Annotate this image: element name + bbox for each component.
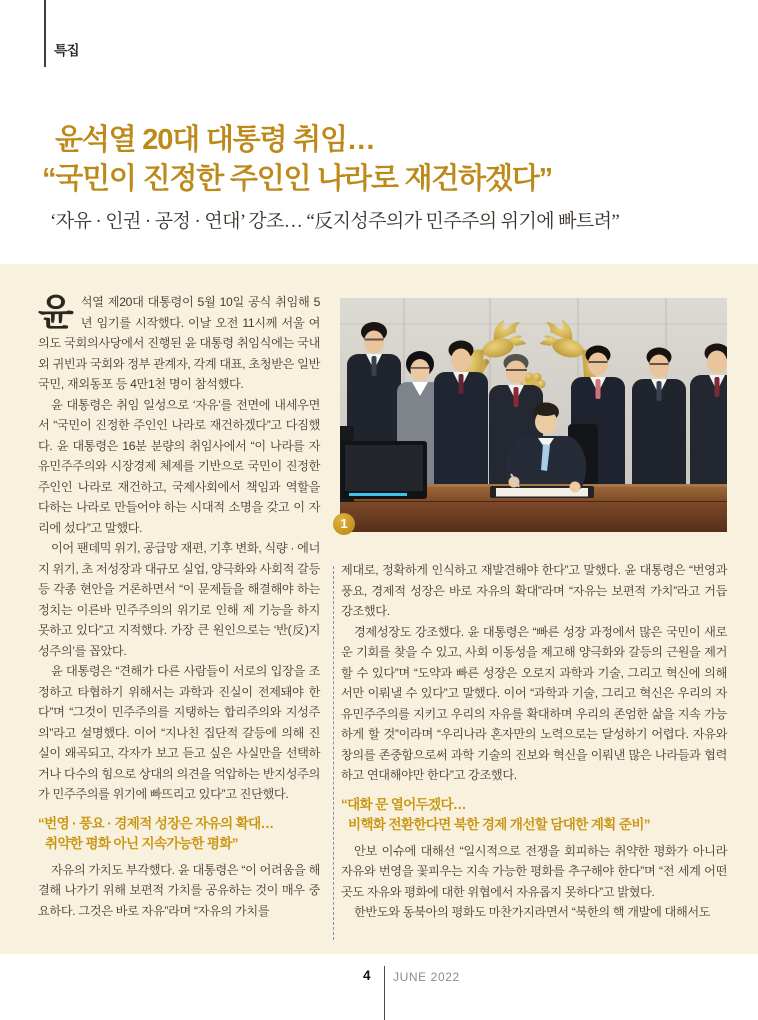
glasses-icon [650, 363, 669, 365]
subheading [341, 795, 727, 836]
subheading-line-2: 취약한 평화 아닌 지속가능한 평화” [45, 836, 238, 851]
body-paragraph: 한반도와 동북아의 평화도 마찬가지라면서 “북한의 핵 개발에 대해서도 [354, 905, 711, 919]
body-paragraph: 경제성장도 강조했다. 윤 대통령은 “빠른 성장 과정에서 많은 국민이 새로운 기회를 찾을 수 있고, 사회 이동성을 제고해 양극화와 갈등의 근원을 제거할 수 있다”며 “도약과 빠른 성장은 오로지 과학과 기술, 그리고 혁신에 의해서만 이뤄낼 수 있다”고 말했다. 이어 “과학과 기술, 그리고 혁신은 우리의 자유민주주의를 지키고 우리의 자유를 확대하며 우리의 존엄한 삶을 지속 가능하게 할 것”이라며 “우리나라 혼자만의 노력으로는 달성하기 어렵다. 자유와 창의를 존중함으로써 과학 기술의 진보와 혁신을 이뤄낸 많은 나라들과 협력하고 연대해야만 한다”고 강조했다. [341, 624, 727, 782]
body-paragraph: 윤 대통령은 취임 일성으로 ‘자유’를 전면에 내세우면서 “국민이 진정한 주인인 나라로 재건하겠다”고 다짐했다. 윤 대통령은 16분 분량의 취임사에서 “이 나라를 자유민주주의와 시장경제 체제를 기반으로 국민이 진정한 주인인 나라로 재건하고, 국제사회에서 책임과 역할을 다하는 나라로 만들어야 하는 시대적 소명을 갖고 이 자리에 섰다”고 말했다. [38, 397, 320, 535]
issue-label: JUNE 2022 [393, 970, 460, 984]
article-column-right [341, 560, 727, 923]
inauguration-photo [340, 298, 727, 532]
article-column-left [38, 292, 320, 921]
glasses-icon [589, 361, 608, 363]
glasses-icon [506, 369, 527, 371]
subheading-line-2: 비핵화 전환한다면 북한 경제 개선할 담대한 계획 준비” [348, 817, 650, 832]
subheading [38, 814, 320, 855]
title-line-1: 윤석열 20대 대통령 취임… [55, 124, 375, 156]
subheading-line-1: “번영 · 풍요 · 경제적 성장은 자유의 확대… [38, 815, 274, 831]
body-paragraph: 자유의 가치도 부각했다. 윤 대통령은 “이 어려움을 해결해 나가기 위해 보편적 가치를 공유하는 것이 매우 중요하다. 그것은 바로 자유”라며 “자유의 가치를 [38, 862, 320, 918]
photo-number-badge: 1 [333, 513, 355, 535]
kicker-rule [44, 0, 46, 67]
body-paragraph: 제대로, 정확하게 인식하고 재발견해야 한다”고 말했다. 윤 대통령은 “번영과 풍요, 경제적 성장은 바로 자유의 확대”라며 “자유는 보편적 가치”라고 거듭 강조했다. [341, 563, 727, 618]
body-paragraph: 이어 팬데믹 위기, 공급망 재편, 기후 변화, 식량 · 에너지 위기, 초 저성장과 대규모 실업, 양극화와 사회적 갈등 등 각종 현안을 거론하면서 “이 문제들을 해결해야 하는 정치는 이른바 민주주의의 위기로 인해 제 기능을 하지 못하고 있다”고 지적했다. 가장 큰 원인으로는 ‘반(反)지성주의’를 꼽았다. [38, 541, 320, 658]
article-title [42, 121, 732, 199]
photo-illustration [340, 298, 727, 532]
subheading-line-1: “대화 문 열어두겠다… [341, 796, 466, 812]
paragraph-text: 석열 제20대 대통령이 5월 10일 공식 취임해 5년 임기를 시작했다. 이날 오전 11시께 서울 여의도 국회의사당에서 진행된 윤 대통령 취임식에는 국내외 귀빈과 국회와 정부 관계자, 각계 대표, 초청받은 일반 국민, 재외동포 등 4만1천 명이 참석했다. [38, 295, 320, 391]
page-number: 4 [363, 968, 371, 983]
article-subtitle: ‘자유 · 인권 · 공정 · 연대’ 강조… “反지성주의가 민주주의 위기에 빠트려” [50, 211, 620, 232]
glasses-icon [365, 339, 384, 341]
section-label: 특집 [54, 43, 80, 58]
body-paragraph: 윤 대통령은 “견해가 다른 사람들이 서로의 입장을 조정하고 타협하기 위해서는 과학과 진실이 전제돼야 한다”며 “그것이 민주주의를 지탱하는 합리주의와 지성주의”라고 설명했다. 이어 “지나친 집단적 갈등에 의해 진실이 왜곡되고, 각자가 보고 듣고 싶은 사실만을 선택하거나 다수의 힘으로 상대의 의견을 억압하는 반지성주의가 민주주의를 위기에 빠뜨리고 있다”고 진단했다. [38, 664, 320, 801]
body-paragraph [38, 292, 320, 395]
glasses-icon [411, 367, 429, 369]
drop-cap: 윤 [38, 292, 74, 333]
body-paragraph: 안보 이슈에 대해선 “일시적으로 전쟁을 회피하는 취약한 평화가 아니라 자유와 번영을 꽃피우는 지속 가능한 평화를 추구해야 한다”며 “전 세계 어떤 곳도 자유와 평화에 대한 위협에서 자유롭지 못하다”고 밝혔다. [341, 843, 727, 899]
desk-front [340, 502, 727, 532]
title-line-2: “국민이 진정한 주인인 나라로 재건하겠다” [42, 163, 552, 195]
footer-divider [384, 966, 385, 1020]
column-divider [333, 566, 334, 940]
